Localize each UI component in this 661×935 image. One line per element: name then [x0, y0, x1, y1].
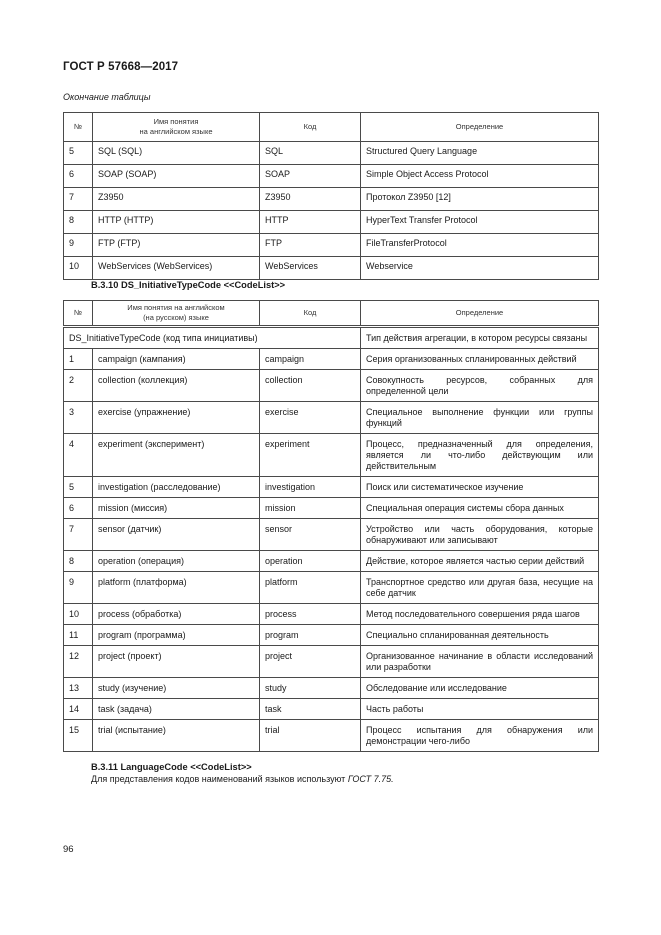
cell-name: study (изучение) — [93, 678, 260, 699]
cell-name: process (обработка) — [93, 604, 260, 625]
cell-number: 15 — [64, 720, 93, 752]
cell-number: 9 — [64, 234, 93, 257]
cell-definition: Транспортное средство или другая база, несущие на себе датчик — [361, 572, 599, 604]
cell-code: Z3950 — [260, 188, 361, 211]
cell-code: mission — [260, 498, 361, 519]
section-heading-b310: B.3.10 DS_InitiativeTypeCode <<CodeList>> — [91, 280, 286, 290]
cell-definition: Structured Query Language — [361, 142, 599, 165]
section-heading-b311: B.3.11 LanguageCode <<CodeList>> — [91, 762, 252, 772]
col-header-number: № — [64, 301, 93, 326]
cell-definition: Протокол Z3950 [12] — [361, 188, 599, 211]
table-row — [64, 370, 599, 402]
cell-definition: Процесс, предназначенный для определения, является ли что-либо действующим или действительным — [361, 434, 599, 477]
cell-number: 5 — [64, 477, 93, 498]
table-row — [64, 402, 599, 434]
cell-code: campaign — [260, 349, 361, 370]
cell-name: mission (миссия) — [93, 498, 260, 519]
col-header-code: Код — [260, 113, 361, 142]
cell-code: WebServices — [260, 257, 361, 280]
cell-number: 7 — [64, 519, 93, 551]
cell-name: collection (коллекция) — [93, 370, 260, 402]
cell-number: 10 — [64, 604, 93, 625]
table-row — [64, 498, 599, 519]
cell-number: 13 — [64, 678, 93, 699]
cell-code: FTP — [260, 234, 361, 257]
cell-name: program (программа) — [93, 625, 260, 646]
cell-definition: Специально спланированная деятельность — [361, 625, 599, 646]
col-header-number: № — [64, 113, 93, 142]
cell-number: 10 — [64, 257, 93, 280]
cell-code: operation — [260, 551, 361, 572]
section-text-b311 — [91, 774, 394, 784]
col-header-definition: Определение — [361, 113, 599, 142]
cell-name: sensor (датчик) — [93, 519, 260, 551]
cell-number: 1 — [64, 349, 93, 370]
table-header-row — [64, 301, 599, 326]
cell-code: HTTP — [260, 211, 361, 234]
cell-number: 8 — [64, 551, 93, 572]
table-protocols — [63, 112, 599, 280]
table-row — [64, 699, 599, 720]
cell-code: project — [260, 646, 361, 678]
cell-name: campaign (кампания) — [93, 349, 260, 370]
col-header-name: Имя понятия на английском языке — [93, 113, 260, 142]
col-header-name: Имя понятия на английском (на русском) языке — [93, 301, 260, 326]
cell-code: task — [260, 699, 361, 720]
cell-name: WebServices (WebServices) — [93, 257, 260, 280]
cell-definition: Часть работы — [361, 699, 599, 720]
cell-name: platform (платформа) — [93, 572, 260, 604]
cell-definition: Webservice — [361, 257, 599, 280]
table-row — [64, 625, 599, 646]
table-row-summary — [64, 328, 599, 349]
cell-number: 5 — [64, 142, 93, 165]
table-row — [64, 519, 599, 551]
section-text: Для представления кодов наименований языков используют — [91, 774, 348, 784]
cell-definition: HyperText Transfer Protocol — [361, 211, 599, 234]
cell-name: Z3950 — [93, 188, 260, 211]
cell-name: SQL (SQL) — [93, 142, 260, 165]
standard-reference: ГОСТ 7.75. — [347, 774, 394, 784]
cell-name: investigation (расследование) — [93, 477, 260, 498]
table-row — [64, 188, 599, 211]
cell-name: operation (операция) — [93, 551, 260, 572]
table-row — [64, 165, 599, 188]
cell-definition: Совокупность ресурсов, собранных для определенной цели — [361, 370, 599, 402]
cell-number: 7 — [64, 188, 93, 211]
cell-definition: Поиск или систематическое изучение — [361, 477, 599, 498]
cell-number: 6 — [64, 165, 93, 188]
cell-code: sensor — [260, 519, 361, 551]
table-row — [64, 604, 599, 625]
cell-name: experiment (эксперимент) — [93, 434, 260, 477]
cell-name: FTP (FTP) — [93, 234, 260, 257]
cell-name: trial (испытание) — [93, 720, 260, 752]
cell-number: 14 — [64, 699, 93, 720]
cell-name: SOAP (SOAP) — [93, 165, 260, 188]
table-initiative-type-code — [63, 300, 599, 752]
table-row — [64, 477, 599, 498]
table-row — [64, 551, 599, 572]
cell-number: 4 — [64, 434, 93, 477]
table-row — [64, 572, 599, 604]
cell-code: experiment — [260, 434, 361, 477]
cell-code: exercise — [260, 402, 361, 434]
cell-definition: Обследование или исследование — [361, 678, 599, 699]
cell-definition: Организованное начинание в области исследований или разработки — [361, 646, 599, 678]
cell-definition: Simple Object Access Protocol — [361, 165, 599, 188]
cell-code: investigation — [260, 477, 361, 498]
cell-name: project (проект) — [93, 646, 260, 678]
cell-definition: Серия организованных спланированных действий — [361, 349, 599, 370]
cell-definition: Устройство или часть оборудования, которые обнаруживают или записывают — [361, 519, 599, 551]
cell-definition: FileTransferProtocol — [361, 234, 599, 257]
table-row — [64, 678, 599, 699]
document-id: ГОСТ Р 57668—2017 — [63, 61, 179, 73]
cell-number: 8 — [64, 211, 93, 234]
cell-name: task (задача) — [93, 699, 260, 720]
col-header-code: Код — [260, 301, 361, 326]
cell-code: SQL — [260, 142, 361, 165]
col-header-definition: Определение — [361, 301, 599, 326]
cell-code: process — [260, 604, 361, 625]
cell-definition: Специальное выполнение функции или группы функций — [361, 402, 599, 434]
cell-code: trial — [260, 720, 361, 752]
cell-code: study — [260, 678, 361, 699]
table-row — [64, 142, 599, 165]
cell-definition: Действие, которое является частью серии действий — [361, 551, 599, 572]
table-caption: Окончание таблицы — [63, 92, 151, 102]
table-row — [64, 646, 599, 678]
cell-code: collection — [260, 370, 361, 402]
cell-definition: Метод последовательного совершения ряда шагов — [361, 604, 599, 625]
cell-number: 3 — [64, 402, 93, 434]
cell-number: 11 — [64, 625, 93, 646]
table-header-row — [64, 113, 599, 142]
table-row — [64, 211, 599, 234]
summary-definition-cell: Тип действия агрегации, в котором ресурсы связаны — [361, 328, 599, 349]
cell-number: 9 — [64, 572, 93, 604]
table-row — [64, 349, 599, 370]
summary-name-cell: DS_InitiativeTypeCode (код типа инициативы) — [64, 328, 361, 349]
cell-number: 2 — [64, 370, 93, 402]
cell-code: program — [260, 625, 361, 646]
table-row — [64, 720, 599, 752]
table-row — [64, 257, 599, 280]
cell-code: platform — [260, 572, 361, 604]
page-number: 96 — [63, 844, 74, 855]
cell-name: exercise (упражнение) — [93, 402, 260, 434]
cell-code: SOAP — [260, 165, 361, 188]
cell-number: 12 — [64, 646, 93, 678]
table-row — [64, 234, 599, 257]
table-row — [64, 434, 599, 477]
cell-name: HTTP (HTTP) — [93, 211, 260, 234]
cell-number: 6 — [64, 498, 93, 519]
cell-definition: Специальная операция системы сбора данных — [361, 498, 599, 519]
cell-definition: Процесс испытания для обнаружения или демонстрации чего-либо — [361, 720, 599, 752]
